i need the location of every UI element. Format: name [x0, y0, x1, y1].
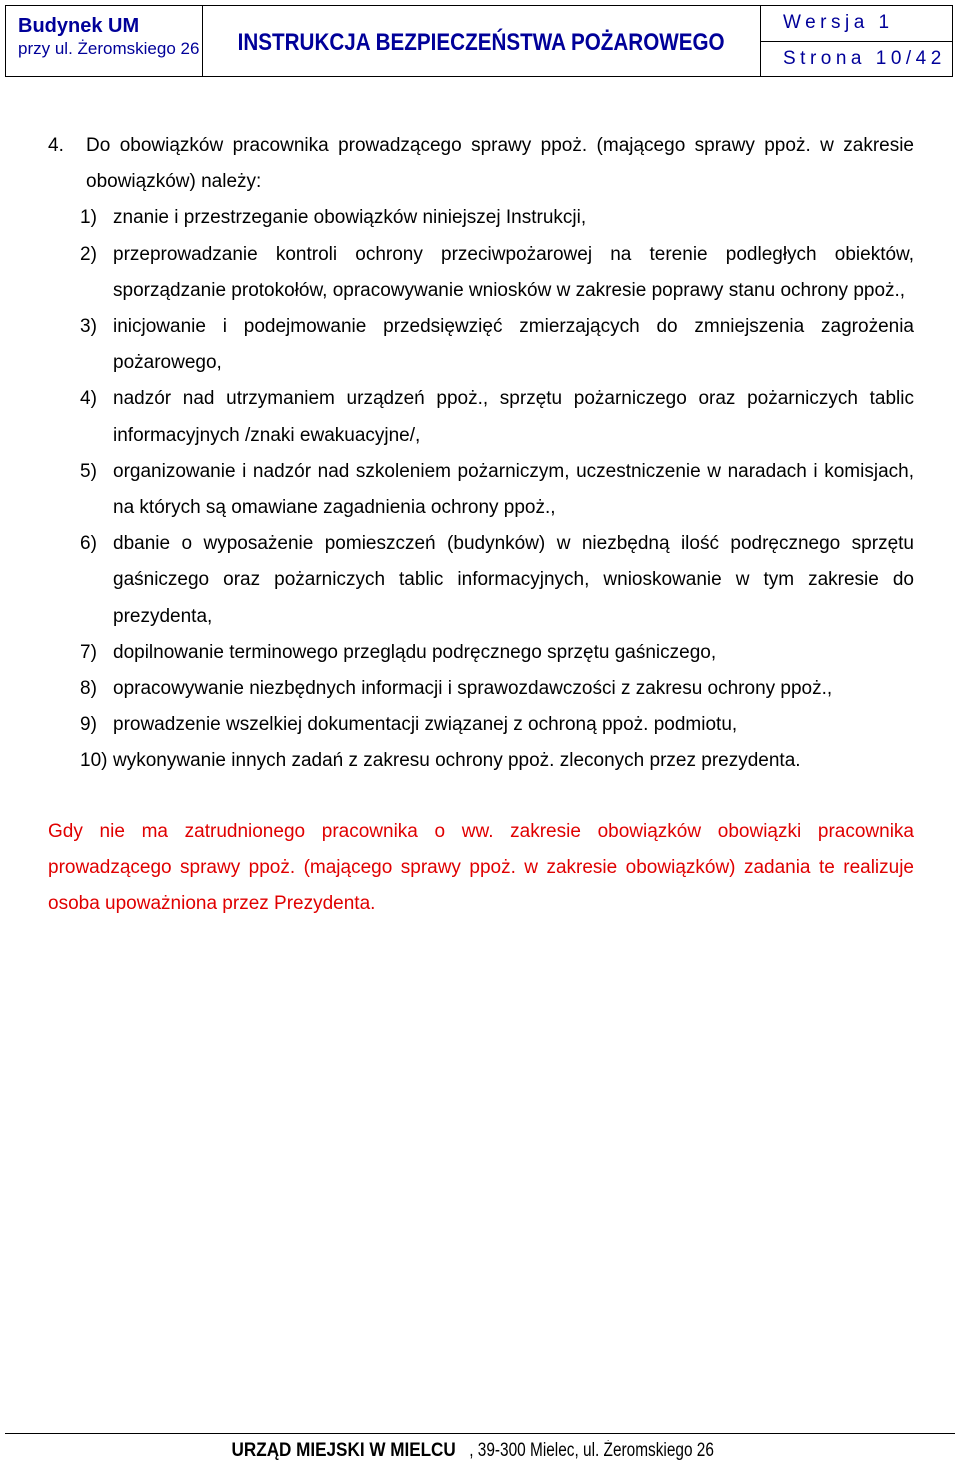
list-item [48, 309, 914, 381]
page-number: Strona 10/42 [783, 47, 946, 69]
list-item [48, 635, 914, 671]
version-label: Wersja 1 [761, 6, 952, 42]
list-item [48, 743, 914, 779]
list-item-number: 5) [80, 460, 97, 482]
list-item-text: dopilnowanie terminowego przeglądu podręcznego sprzętu gaśniczego, [113, 641, 717, 663]
document-title: INSTRUKCJA BEZPIECZEŃSTWA POŻAROWEGO [238, 29, 725, 56]
main-item [48, 128, 914, 200]
building-address: przy ul. Żeromskiego 26 [18, 39, 200, 58]
list-item-number: 10) [80, 750, 108, 772]
header-building-cell [6, 6, 203, 76]
red-note: Gdy nie ma zatrudnionego pracownika o ww. zakresie obowiązków obowiązki pracownika prowadzącego sprawy ppoż. (mającego sprawy ppoż. w zakresie obowiązków) zadania te realizuje osoba upoważniona przez Prezydenta. [48, 820, 914, 915]
list-item-text: wykonywanie innych zadań z zakresu ochrony ppoż. zleconych przez prezydenta. [113, 750, 801, 772]
list-item-number: 1) [80, 207, 97, 229]
main-item-text: Do obowiązków pracownika prowadzącego sprawy ppoż. (mającego sprawy ppoż. w zakresie obowiązków) należy: [86, 135, 914, 193]
list-item-text: dbanie o wyposażenie pomieszczeń (budynków) w niezbędną ilość podręcznego sprzętu gaśniczego oraz pożarniczych tablic informacyjnych, wnioskowanie w tym zakresie do prezydenta, [113, 533, 914, 627]
list-item-number: 2) [80, 243, 97, 265]
list-item-text: nadzór nad utrzymaniem urządzeń ppoż., sprzętu pożarniczego oraz pożarniczych tablic informacyjnych /znaki ewakuacyjne/, [113, 388, 914, 446]
list-item-text: prowadzenie wszelkiej dokumentacji związanej z ochroną ppoż. podmiotu, [113, 714, 738, 736]
page-footer [0, 1440, 960, 1462]
list-item [48, 707, 914, 743]
list-item-number: 7) [80, 641, 97, 663]
list-item [48, 237, 914, 309]
list-item-text: organizowanie i nadzór nad szkoleniem pożarniczym, uczestniczenie w naradach i komisjach, na których są omawiane zagadnienia ochrony ppoż., [113, 460, 914, 519]
list-item [48, 454, 914, 526]
list-item [48, 200, 914, 236]
list-item-number: 8) [80, 678, 97, 700]
footer-divider [5, 1433, 955, 1434]
list-item-number: 6) [80, 533, 97, 555]
footer-office: URZĄD MIEJSKI W MIELCU [231, 1440, 457, 1461]
header-title-cell [203, 6, 761, 76]
list-item-text: przeprowadzanie kontroli ochrony przeciwpożarowej na terenie podległych obiektów, sporządzanie protokołów, opracowywanie wniosków w zakresie poprawy stanu ochrony ppoż., [113, 243, 914, 301]
duties-list [48, 200, 914, 779]
header-meta-cell [761, 6, 952, 76]
list-item-text: opracowywanie niezbędnych informacji i sprawozdawczości z zakresu ochrony ppoż., [113, 678, 833, 700]
page-header [5, 5, 953, 77]
list-item [48, 381, 914, 453]
footer-address: , 39-300 Mielec, ul. Żeromskiego 26 [469, 1440, 715, 1461]
building-name: Budynek UM [18, 15, 140, 37]
list-item [48, 526, 914, 635]
list-item-number: 4) [80, 388, 97, 410]
list-item-number: 9) [80, 714, 97, 736]
main-item-number: 4. [48, 135, 64, 156]
list-item-text: inicjowanie i podejmowanie przedsięwzięć zmierzających do zmniejszenia zagrożenia pożarowego, [113, 316, 914, 374]
list-item-text: znanie i przestrzeganie obowiązków niniejszej Instrukcji, [113, 207, 587, 229]
document-body [48, 128, 914, 922]
list-item [48, 671, 914, 707]
list-item-number: 3) [80, 316, 97, 338]
